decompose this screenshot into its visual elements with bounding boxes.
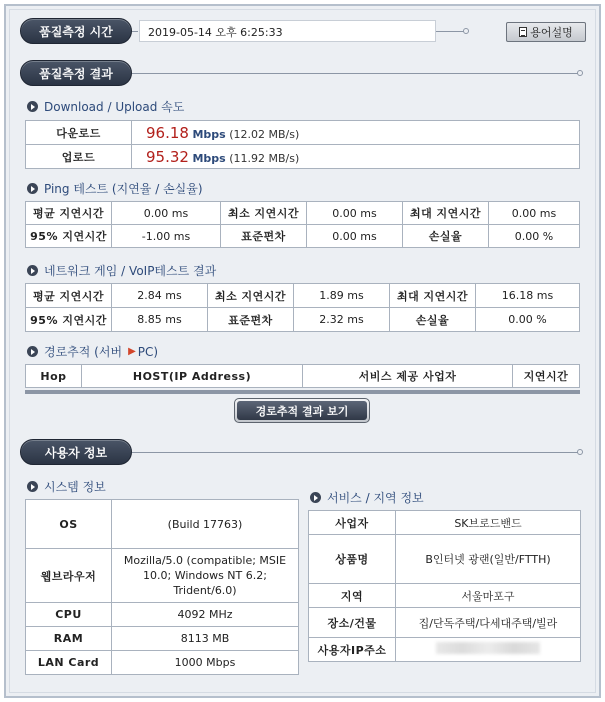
column-header-hop: Hop (26, 365, 82, 388)
trace-table (25, 364, 580, 388)
os-value: (Build 17763) (112, 500, 299, 549)
table-row (26, 627, 299, 651)
game-stddev-value: 2.32 ms (294, 308, 390, 332)
trace-heading-prefix: 경로추적 (서버 (44, 345, 123, 359)
table-row (26, 121, 580, 145)
view-trace-result-label: 경로추적 결과 보기 (237, 401, 367, 420)
game-min-value: 1.89 ms (294, 284, 390, 308)
browser-value-line: 10.0; Windows NT 6.2; (143, 569, 267, 582)
game-stddev-label: 표준편차 (208, 308, 294, 332)
table-row (26, 603, 299, 627)
game-max-label: 최대 지연시간 (390, 284, 476, 308)
bullet-icon (27, 183, 38, 194)
game-table (25, 283, 580, 332)
table-row (26, 651, 299, 675)
divider (132, 31, 138, 32)
browser-value (112, 549, 299, 603)
bullet-icon (27, 481, 38, 492)
trace-heading (27, 343, 158, 360)
download-label: 다운로드 (26, 121, 132, 145)
ping-stddev-label: 표준편차 (221, 225, 307, 248)
system-heading-text: 시스템 정보 (44, 480, 106, 494)
upload-cell (132, 145, 580, 169)
bullet-icon (27, 346, 38, 357)
arrow-right-icon: ▶ (128, 346, 136, 357)
ping-avg-value: 0.00 ms (112, 202, 221, 225)
ping-loss-label: 손실율 (403, 225, 489, 248)
ping-stddev-value: 0.00 ms (307, 225, 403, 248)
trace-table-footer-bar (25, 390, 580, 394)
region-value: 서울마포구 (396, 584, 581, 608)
user-ip-label: 사용자IP주소 (309, 638, 396, 662)
provider-value: SK브로드밴드 (396, 511, 581, 535)
game-min-label: 최소 지연시간 (208, 284, 294, 308)
ping-max-label: 최대 지연시간 (403, 202, 489, 225)
game-heading (27, 262, 216, 279)
table-header-row (26, 365, 580, 388)
bullet-icon (27, 101, 38, 112)
divider (436, 31, 466, 32)
cpu-value: 4092 MHz (112, 603, 299, 627)
ram-value: 8113 MB (112, 627, 299, 651)
ram-label: RAM (26, 627, 112, 651)
ping-min-label: 최소 지연시간 (221, 202, 307, 225)
divider-cap (463, 28, 469, 34)
system-heading (27, 478, 106, 495)
ping-heading-text: Ping 테스트 (지연율 / 손실율) (44, 182, 203, 196)
document-icon (519, 27, 527, 37)
system-table (25, 499, 299, 675)
speed-heading (27, 98, 184, 115)
table-row (309, 638, 581, 662)
service-table (308, 510, 581, 662)
ping-max-value: 0.00 ms (489, 202, 580, 225)
divider (132, 452, 580, 453)
provider-label: 사업자 (309, 511, 396, 535)
user-ip-value (396, 638, 581, 662)
browser-value-line: Mozilla/5.0 (compatible; MSIE (123, 554, 287, 567)
glossary-button[interactable] (506, 22, 586, 42)
ping-avg-label: 평균 지연시간 (26, 202, 112, 225)
download-value: 96.18 (146, 123, 189, 142)
lan-card-label: LAN Card (26, 651, 112, 675)
download-cell (132, 121, 580, 145)
service-heading-text: 서비스 / 지역 정보 (327, 491, 424, 505)
glossary-button-label: 용어설명 (530, 26, 573, 39)
table-row (309, 608, 581, 638)
table-row (26, 284, 580, 308)
speed-table (25, 120, 580, 169)
ping-min-value: 0.00 ms (307, 202, 403, 225)
column-header-provider: 서비스 제공 사업자 (303, 365, 513, 388)
browser-value-line: Trident/6.0) (173, 584, 237, 597)
download-unit: Mbps (192, 127, 226, 141)
divider-cap (577, 70, 583, 76)
table-row (26, 500, 299, 549)
table-row (309, 511, 581, 535)
upload-label: 업로드 (26, 145, 132, 169)
game-max-value: 16.18 ms (476, 284, 580, 308)
product-value: B인터넷 광랜(일반/FTTH) (396, 535, 581, 584)
table-row (26, 308, 580, 332)
game-p95-label: 95% 지연시간 (26, 308, 112, 332)
bullet-icon (310, 492, 321, 503)
measure-time-field: 2019-05-14 오후 6:25:33 (139, 20, 436, 42)
table-row (26, 145, 580, 169)
bullet-icon (27, 265, 38, 276)
upload-detail: (11.92 MB/s) (229, 151, 300, 165)
lan-card-value: 1000 Mbps (112, 651, 299, 675)
table-row (309, 584, 581, 608)
game-p95-value: 8.85 ms (112, 308, 208, 332)
column-header-host: HOST(IP Address) (82, 365, 303, 388)
measure-time-label: 품질측정 시간 (20, 18, 132, 44)
ping-table (25, 201, 580, 248)
cpu-label: CPU (26, 603, 112, 627)
ping-loss-value: 0.00 % (489, 225, 580, 248)
view-trace-result-button[interactable] (234, 398, 370, 423)
table-row (26, 225, 580, 248)
divider (132, 73, 580, 74)
ping-heading (27, 180, 203, 197)
service-heading (310, 489, 424, 506)
user-section-title: 사용자 정보 (20, 439, 132, 465)
table-row (26, 202, 580, 225)
game-heading-text: 네트워크 게임 / VoIP테스트 결과 (44, 264, 217, 278)
building-label: 장소/건물 (309, 608, 396, 638)
game-loss-value: 0.00 % (476, 308, 580, 332)
product-label: 상품명 (309, 535, 396, 584)
browser-label: 웹브라우저 (26, 549, 112, 603)
game-avg-label: 평균 지연시간 (26, 284, 112, 308)
game-loss-label: 손실율 (390, 308, 476, 332)
speed-heading-text: Download / Upload 속도 (44, 100, 185, 114)
redacted-ip (436, 642, 540, 654)
ping-p95-label: 95% 지연시간 (26, 225, 112, 248)
results-section-title: 품질측정 결과 (20, 60, 132, 86)
download-detail: (12.02 MB/s) (229, 127, 300, 141)
table-row (26, 549, 299, 603)
os-label: OS (26, 500, 112, 549)
trace-heading-suffix: PC) (137, 344, 159, 359)
upload-value: 95.32 (146, 147, 189, 166)
ping-p95-value: -1.00 ms (112, 225, 221, 248)
column-header-latency: 지연시간 (513, 365, 580, 388)
region-label: 지역 (309, 584, 396, 608)
table-row (309, 535, 581, 584)
game-avg-value: 2.84 ms (112, 284, 208, 308)
divider-cap (577, 449, 583, 455)
upload-unit: Mbps (192, 151, 226, 165)
building-value: 집/단독주택/다세대주택/빌라 (396, 608, 581, 638)
